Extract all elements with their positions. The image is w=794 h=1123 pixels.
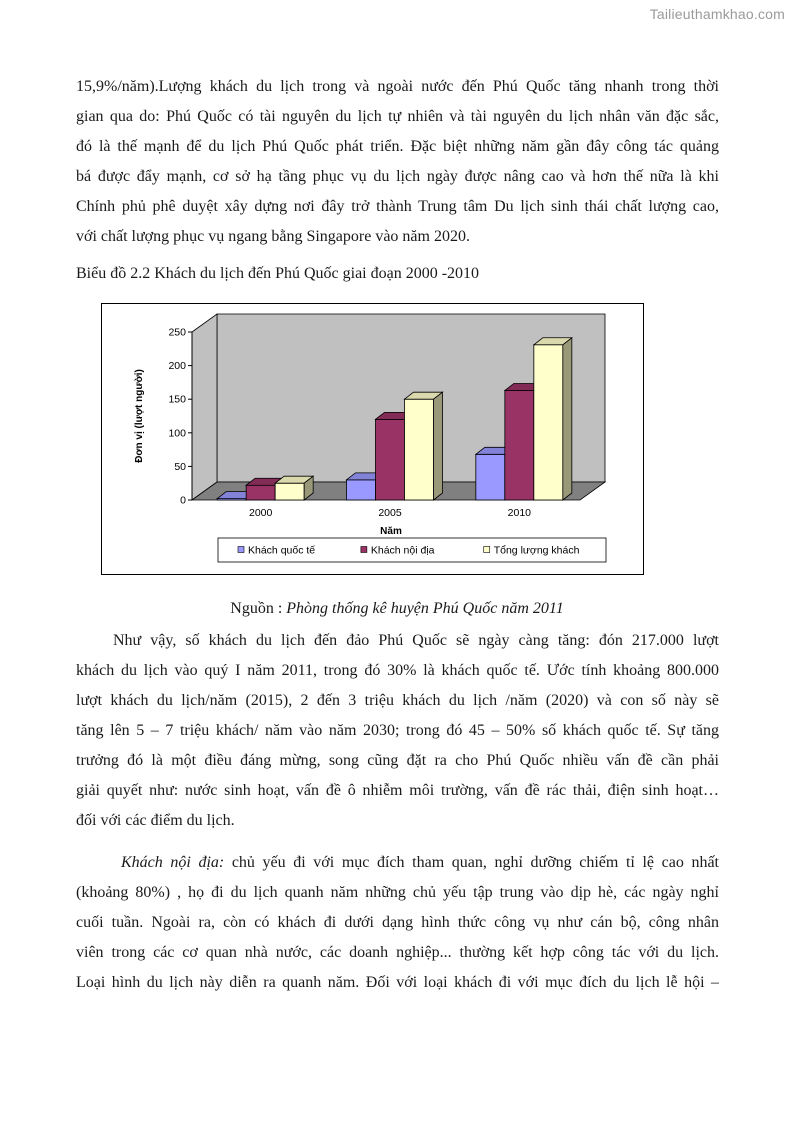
chart-caption: Biểu đồ 2.2 Khách du lịch đến Phú Quốc giai đoạn 2000 -2010 xyxy=(76,265,480,282)
x-tick-label: 2010 xyxy=(507,507,532,519)
bar-front xyxy=(534,345,563,500)
text-line: Như vậy, số khách du lịch đến đảo Phú Quốc sẽ ngày càng tăng: đón 217.000 lượt xyxy=(113,632,719,649)
source-text: Phòng thống kê huyện Phú Quốc năm 2011 xyxy=(286,600,564,617)
bar-front xyxy=(347,480,376,500)
x-axis-label: Năm xyxy=(380,526,402,537)
text-line: tăng lên 5 – 7 triệu khách/ năm vào năm 2030; trong đó 45 – 50% số khách quốc tế. Sự tăng xyxy=(76,722,719,739)
text-line: 15,9%/năm).Lượng khách du lịch trong và ngoài nước đến Phú Quốc tăng nhanh trong thời xyxy=(76,78,719,95)
text-line: viên trong các cơ quan nhà nước, các doanh nghiệp... thường kết hợp công tác với du lịch. xyxy=(76,944,719,961)
bar-side xyxy=(434,392,443,500)
legend-swatch xyxy=(484,547,490,553)
y-tick-label: 0 xyxy=(180,494,186,507)
text-line: Loại hình du lịch này diễn ra quanh năm. Đối với loại khách đi với mục đích du lịch lễ hội – xyxy=(76,974,719,991)
paragraph-3 xyxy=(76,848,719,998)
bar-chart xyxy=(102,304,643,574)
bar-front xyxy=(476,454,505,500)
paragraph-lead: Khách nội địa: xyxy=(121,854,225,871)
bar-front xyxy=(405,399,434,500)
x-tick-label: 2000 xyxy=(248,507,273,519)
text-line: gian qua do: Phú Quốc có tài nguyên du lịch tự nhiên và tài nguyên du lịch nhân văn đặc sắc, xyxy=(76,108,719,125)
bar xyxy=(405,392,443,500)
chart-source xyxy=(0,594,794,624)
text-line: đó là thế mạnh để du lịch Phú Quốc phát triển. Đặc biệt những năm gần đây công tác quảng xyxy=(76,138,719,155)
bar-front xyxy=(246,485,275,500)
text-line: lượt khách du lịch/năm (2015), 2 đến 3 triệu khách du lịch /năm (2020) và con số này sẽ xyxy=(76,692,719,709)
text-line: cuối tuần. Ngoài ra, còn có khách đi dưới dạng hình thức công vụ như cán bộ, công nhân xyxy=(76,914,719,931)
paragraph-2 xyxy=(76,626,719,836)
chart-frame xyxy=(101,303,644,575)
x-tick-label: 2005 xyxy=(378,507,402,519)
y-tick-label: 50 xyxy=(174,460,186,473)
watermark: Tailieuthamkhao.com xyxy=(649,6,785,22)
text-line: giải quyết như: nước sinh hoạt, vấn đề ô nhiễm môi trường, vấn đề rác thải, điện sinh hoạt… xyxy=(76,782,719,799)
text-line xyxy=(76,848,719,878)
paragraph-lead-rest: chủ yếu đi với mục đích tham quan, nghỉ dưỡng chiếm tỉ lệ cao nhất xyxy=(224,854,719,871)
source-prefix: Nguồn : xyxy=(230,600,287,617)
bar xyxy=(534,338,572,500)
legend-label: Tổng lượng khách xyxy=(493,544,580,557)
y-tick-label: 200 xyxy=(168,360,186,373)
text-line: bá được đẩy mạnh, cơ sở hạ tầng phục vụ du lịch ngày được nâng cao và hơn thế nữa là khi xyxy=(76,168,719,185)
legend-swatch xyxy=(238,547,244,553)
text-line: (khoảng 80%) , họ đi du lịch quanh năm những chủ yếu tập trung vào dịp hè, các ngày nghỉ xyxy=(76,884,719,901)
y-tick-label: 100 xyxy=(168,427,186,440)
text-line: với chất lượng phục vụ ngang bằng Singapore vào năm 2020. xyxy=(76,228,470,245)
text-line: đối với các điểm du lịch. xyxy=(76,812,235,829)
y-axis-label: Đơn vị (lượt người) xyxy=(134,369,145,463)
legend-swatch xyxy=(361,547,367,553)
bar-front xyxy=(376,419,405,500)
bar-front xyxy=(505,390,534,500)
y-tick-label: 250 xyxy=(168,326,186,339)
text-line: trưởng đó là một điều đáng mừng, song cũng đặt ra cho Phú Quốc nhiều vấn đề cần phải xyxy=(76,752,719,769)
legend-label: Khách nội địa xyxy=(370,544,435,557)
legend-label: Khách quốc tế xyxy=(248,544,316,557)
y-tick-label: 150 xyxy=(168,393,186,406)
paragraph-1 xyxy=(76,72,719,252)
chart-side-wall xyxy=(192,314,217,500)
bar-side xyxy=(563,338,572,500)
text-line: khách du lịch vào quý I năm 2011, trong đó 30% là khách quốc tế. Ước tính khoảng 800.000 xyxy=(76,662,719,679)
text-line: Chính phủ phê duyệt xây dựng nơi đây trở thành Trung tâm Du lịch sinh thái chất lượng cao, xyxy=(76,198,719,215)
bar xyxy=(275,476,313,500)
bar-front xyxy=(275,483,304,500)
